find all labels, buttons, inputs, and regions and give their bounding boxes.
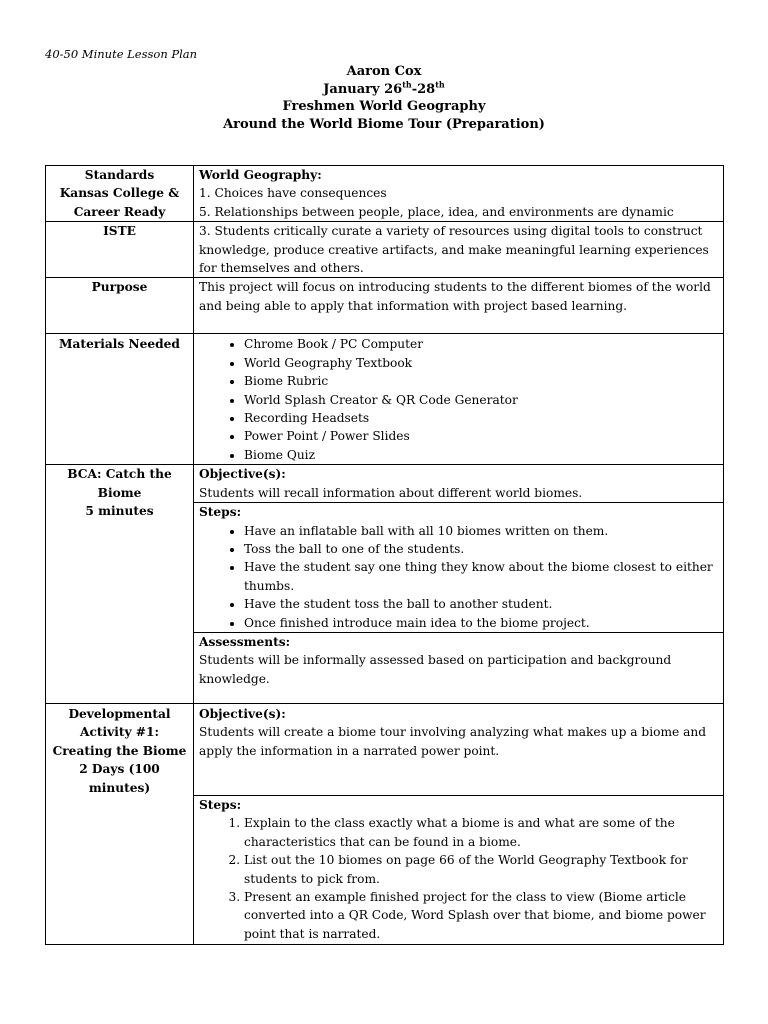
standards-content <box>194 166 724 222</box>
standard-item: 1. Choices have consequences <box>199 186 387 201</box>
objective-text: Students will recall information about different world biomes. <box>199 485 583 500</box>
purpose-row <box>46 278 724 334</box>
materials-label: Materials Needed <box>46 334 194 465</box>
purpose-content: This project will focus on introducing students to the different biomes of the world and being able to apply that information with project based learning. <box>194 278 724 334</box>
standards-heading: World Geography: <box>199 168 322 182</box>
list-item: • Once finished introduce main idea to the biome project. <box>244 614 718 632</box>
bca-assessment <box>194 632 724 703</box>
lesson-plan-table <box>45 165 724 945</box>
iste-row <box>46 222 724 278</box>
list-item: 1. Explain to the class exactly what a biome is and what are some of the characteristics that can be found in a biome. <box>244 814 718 851</box>
list-item: • Biome Rubric <box>244 372 718 390</box>
assessment-heading: Assessments: <box>199 634 291 649</box>
bca-steps <box>194 503 724 633</box>
materials-content <box>194 334 724 465</box>
materials-list <box>199 335 718 464</box>
list-item: • Have the student toss the ball to another student. <box>244 595 718 613</box>
lesson-dates: January 26th-28th <box>323 79 445 97</box>
list-item: 2. List out the 10 biomes on page 66 of the World Geography Textbook for students to pick from. <box>244 851 718 888</box>
document-header <box>0 63 768 133</box>
list-item: • World Splash Creator & QR Code Generator <box>244 391 718 409</box>
activity1-label: Developmental Activity #1: Creating the Biome 2 Days (100 minutes) <box>46 703 194 944</box>
teacher-name: Aaron Cox <box>346 64 422 79</box>
objective-heading: Objective(s): <box>199 706 286 721</box>
list-item: • Have an inflatable ball with all 10 biomes written on them. <box>244 522 718 540</box>
objective-text: Students will create a biome tour involving analyzing what makes up a biome and apply the information in a narrated power point. <box>199 725 707 758</box>
list-item: • Toss the ball to one of the students. <box>244 540 718 558</box>
list-item: • Power Point / Power Slides <box>244 427 718 445</box>
list-item: • Biome Quiz <box>244 446 718 464</box>
activity1-objective-row <box>46 703 724 795</box>
iste-label: ISTE <box>46 222 194 278</box>
lesson-title: Around the World Biome Tour (Preparation) <box>223 116 545 132</box>
materials-row <box>46 334 724 465</box>
list-item: • Have the student say one thing they know about the biome closest to either thumbs. <box>244 558 718 595</box>
standards-label: Standards Kansas College & Career Ready <box>46 166 194 222</box>
purpose-label: Purpose <box>46 278 194 334</box>
activity1-steps <box>194 795 724 944</box>
activity1-objective <box>194 703 724 795</box>
assessment-text: Students will be informally assessed based on participation and background knowledge. <box>199 653 672 686</box>
list-item: • Chrome Book / PC Computer <box>244 335 718 353</box>
list-item: 3. Present an example finished project for the class to view (Biome article converted into a QR Code, Word Splash over that biome, and biome power point that is narrated. <box>244 888 718 943</box>
bca-steps-list <box>199 522 718 632</box>
list-item: • World Geography Textbook <box>244 354 718 372</box>
iste-content: 3. Students critically curate a variety of resources using digital tools to construct knowledge, produce creative artifacts, and make meaningful learning experiences for themselves and others. <box>194 222 724 278</box>
lesson-plan-duration-note: 40-50 Minute Lesson Plan <box>45 47 198 61</box>
objective-heading: Objective(s): <box>199 467 286 482</box>
standards-row <box>46 166 724 222</box>
list-item: • Recording Headsets <box>244 409 718 427</box>
steps-heading: Steps: <box>199 797 242 812</box>
standard-item: 5. Relationships between people, place, idea, and environments are dynamic <box>199 204 674 219</box>
bca-objective <box>194 465 724 503</box>
bca-label: BCA: Catch the Biome 5 minutes <box>46 465 194 704</box>
activity1-steps-list <box>199 814 718 943</box>
course-name: Freshmen World Geography <box>282 99 486 114</box>
steps-heading: Steps: <box>199 505 242 520</box>
bca-objective-row <box>46 465 724 503</box>
